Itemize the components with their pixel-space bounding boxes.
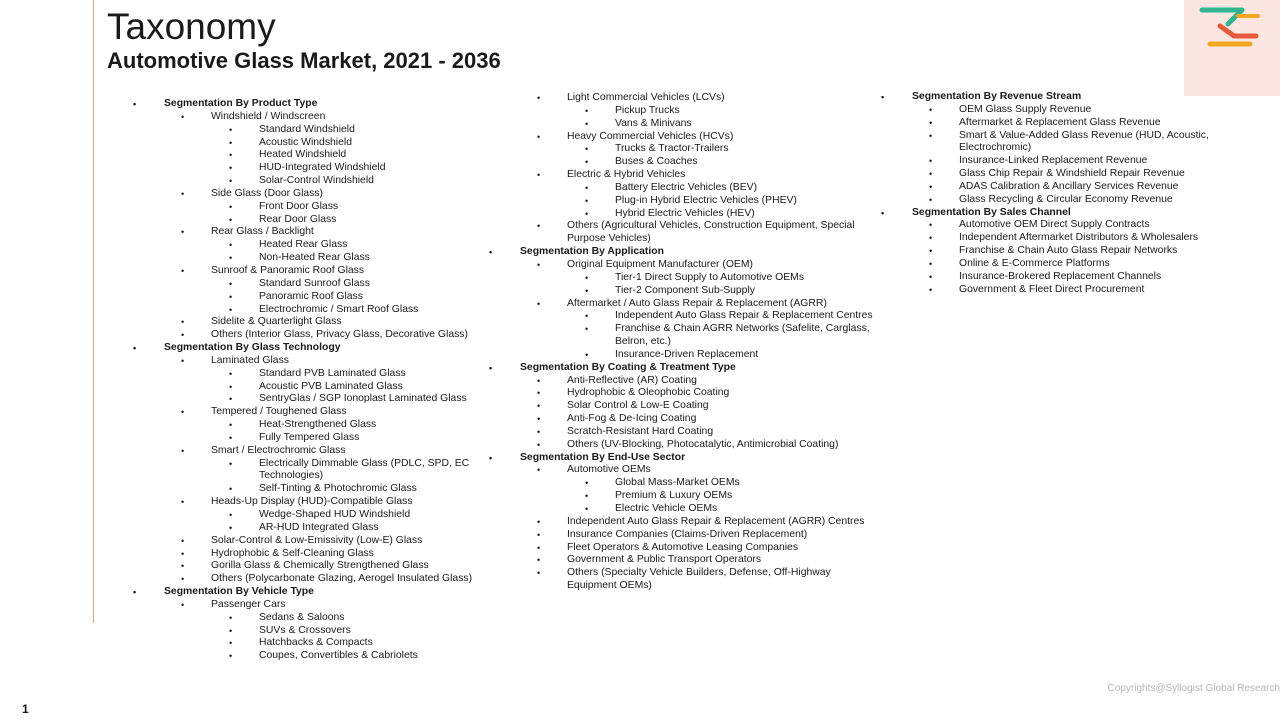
sub-list-item: • Trucks & Tractor-Trailers: [486, 143, 876, 156]
sub-list-item: • Acoustic PVB Laminated Glass: [130, 381, 530, 394]
list-item: • Government & Public Transport Operators: [486, 554, 876, 567]
list-item: • Automotive OEM Direct Supply Contracts: [878, 219, 1218, 232]
segment-heading: • Segmentation By Vehicle Type: [130, 586, 530, 599]
segment-heading: • Segmentation By Product Type: [130, 98, 530, 111]
sub-list-item: • SUVs & Crossovers: [130, 625, 530, 638]
list-item: • Aftermarket & Replacement Glass Revenue: [878, 117, 1218, 130]
list-item: • Independent Auto Glass Repair & Replacement (AGRR) Centres: [486, 516, 876, 529]
segment-heading: • Segmentation By Revenue Stream: [878, 91, 1218, 104]
taxonomy-column-2: [486, 92, 876, 593]
list-item: • Insurance-Brokered Replacement Channels: [878, 271, 1218, 284]
sub-list-item: • Hatchbacks & Compacts: [130, 637, 530, 650]
list-item: • Franchise & Chain Auto Glass Repair Networks: [878, 245, 1218, 258]
sub-list-item: • Heat-Strengthened Glass: [130, 419, 530, 432]
list-item: • Scratch-Resistant Hard Coating: [486, 426, 876, 439]
list-item: • Anti-Fog & De-Icing Coating: [486, 413, 876, 426]
list-item: • Smart / Electrochromic Glass: [130, 445, 530, 458]
list-item: • Glass Recycling & Circular Economy Revenue: [878, 194, 1218, 207]
sub-list-item: • Battery Electric Vehicles (BEV): [486, 182, 876, 195]
list-item: • OEM Glass Supply Revenue: [878, 104, 1218, 117]
sub-list-item: • HUD-Integrated Windshield: [130, 162, 530, 175]
sub-list-item: • Electrically Dimmable Glass (PDLC, SPD, EC Technologies): [130, 458, 530, 484]
page-title: Taxonomy: [107, 6, 276, 47]
list-item: • ADAS Calibration & Ancillary Services Revenue: [878, 181, 1218, 194]
sub-list-item: • Front Door Glass: [130, 201, 530, 214]
sub-list-item: • Premium & Luxury OEMs: [486, 490, 876, 503]
segment-heading: • Segmentation By Application: [486, 246, 876, 259]
sub-list-item: • Standard Sunroof Glass: [130, 278, 530, 291]
list-item: • Sidelite & Quarterlight Glass: [130, 316, 530, 329]
list-item: • Automotive OEMs: [486, 464, 876, 477]
sub-list-item: • Independent Auto Glass Repair & Replacement Centres: [486, 310, 876, 323]
sub-list-item: • Coupes, Convertibles & Cabriolets: [130, 650, 530, 663]
list-item: • Others (UV-Blocking, Photocatalytic, Antimicrobial Coating): [486, 439, 876, 452]
list-item: • Online & E-Commerce Platforms: [878, 258, 1218, 271]
sub-list-item: • Electrochromic / Smart Roof Glass: [130, 304, 530, 317]
list-item: • Glass Chip Repair & Windshield Repair Revenue: [878, 168, 1218, 181]
list-item: • Fleet Operators & Automotive Leasing Companies: [486, 542, 876, 555]
accent-divider-line: [93, 0, 94, 623]
list-item: • Smart & Value-Added Glass Revenue (HUD, Acoustic, Electrochromic): [878, 130, 1218, 156]
sub-list-item: • Franchise & Chain AGRR Networks (Safelite, Carglass, Belron, etc.): [486, 323, 876, 349]
sub-list-item: • Standard Windshield: [130, 124, 530, 137]
list-item: • Gorilla Glass & Chemically Strengthened Glass: [130, 560, 530, 573]
sub-list-item: • Standard PVB Laminated Glass: [130, 368, 530, 381]
sub-list-item: • Tier-1 Direct Supply to Automotive OEMs: [486, 272, 876, 285]
list-item: • Others (Specialty Vehicle Builders, Defense, Off-Highway Equipment OEMs): [486, 567, 876, 593]
list-item: • Others (Interior Glass, Privacy Glass, Decorative Glass): [130, 329, 530, 342]
list-item: • Heavy Commercial Vehicles (HCVs): [486, 131, 876, 144]
page-number: 1: [22, 702, 29, 716]
sub-list-item: • Heated Windshield: [130, 149, 530, 162]
list-item: • Government & Fleet Direct Procurement: [878, 284, 1218, 297]
sub-list-item: • Electric Vehicle OEMs: [486, 503, 876, 516]
list-item: • Heads-Up Display (HUD)-Compatible Glass: [130, 496, 530, 509]
list-item: • Tempered / Toughened Glass: [130, 406, 530, 419]
sub-list-item: • Self-Tinting & Photochromic Glass: [130, 483, 530, 496]
list-item: • Laminated Glass: [130, 355, 530, 368]
list-item: • Solar-Control & Low-Emissivity (Low-E) Glass: [130, 535, 530, 548]
sub-list-item: • Tier-2 Component Sub-Supply: [486, 285, 876, 298]
list-item: • Sunroof & Panoramic Roof Glass: [130, 265, 530, 278]
segment-heading: • Segmentation By End-Use Sector: [486, 452, 876, 465]
sub-list-item: • Insurance-Driven Replacement: [486, 349, 876, 362]
list-item: • Hydrophobic & Oleophobic Coating: [486, 387, 876, 400]
list-item: • Electric & Hybrid Vehicles: [486, 169, 876, 182]
sub-list-item: • Non-Heated Rear Glass: [130, 252, 530, 265]
list-item: • Aftermarket / Auto Glass Repair & Replacement (AGRR): [486, 298, 876, 311]
sub-list-item: • Pickup Trucks: [486, 105, 876, 118]
list-item: • Others (Agricultural Vehicles, Construction Equipment, Special Purpose Vehicles): [486, 220, 876, 246]
sub-list-item: • Hybrid Electric Vehicles (HEV): [486, 208, 876, 221]
list-item: • Insurance Companies (Claims-Driven Replacement): [486, 529, 876, 542]
sub-list-item: • Panoramic Roof Glass: [130, 291, 530, 304]
sub-list-item: • Wedge-Shaped HUD Windshield: [130, 509, 530, 522]
sub-list-item: • Heated Rear Glass: [130, 239, 530, 252]
list-item: • Others (Polycarbonate Glazing, Aerogel Insulated Glass): [130, 573, 530, 586]
logo: [1184, 0, 1280, 96]
list-item: • Passenger Cars: [130, 599, 530, 612]
taxonomy-column-3: [878, 91, 1218, 297]
sub-list-item: • Buses & Coaches: [486, 156, 876, 169]
list-item: • Solar Control & Low-E Coating: [486, 400, 876, 413]
list-item: • Insurance-Linked Replacement Revenue: [878, 155, 1218, 168]
syllogist-logo-icon: [1198, 4, 1264, 50]
sub-list-item: • Rear Door Glass: [130, 214, 530, 227]
list-item: • Windshield / Windscreen: [130, 111, 530, 124]
sub-list-item: • Sedans & Saloons: [130, 612, 530, 625]
sub-list-item: • Fully Tempered Glass: [130, 432, 530, 445]
segment-heading: • Segmentation By Coating & Treatment Type: [486, 362, 876, 375]
sub-list-item: • AR-HUD Integrated Glass: [130, 522, 530, 535]
sub-list-item: • SentryGlas / SGP Ionoplast Laminated Glass: [130, 393, 530, 406]
list-item: • Independent Aftermarket Distributors & Wholesalers: [878, 232, 1218, 245]
sub-list-item: • Global Mass-Market OEMs: [486, 477, 876, 490]
segment-heading: • Segmentation By Sales Channel: [878, 207, 1218, 220]
segment-heading: • Segmentation By Glass Technology: [130, 342, 530, 355]
sub-list-item: • Solar-Control Windshield: [130, 175, 530, 188]
page-subtitle: Automotive Glass Market, 2021 - 2036: [107, 48, 501, 73]
list-item: • Rear Glass / Backlight: [130, 226, 530, 239]
sub-list-item: • Vans & Minivans: [486, 118, 876, 131]
sub-list-item: • Acoustic Windshield: [130, 137, 530, 150]
list-item: • Side Glass (Door Glass): [130, 188, 530, 201]
list-item: • Original Equipment Manufacturer (OEM): [486, 259, 876, 272]
list-item: • Hydrophobic & Self-Cleaning Glass: [130, 548, 530, 561]
list-item: • Light Commercial Vehicles (LCVs): [486, 92, 876, 105]
taxonomy-column-1: [130, 98, 530, 663]
copyright-text: Copyrights@Syllogist Global Research: [1107, 683, 1280, 694]
sub-list-item: • Plug-in Hybrid Electric Vehicles (PHEV): [486, 195, 876, 208]
list-item: • Anti-Reflective (AR) Coating: [486, 375, 876, 388]
